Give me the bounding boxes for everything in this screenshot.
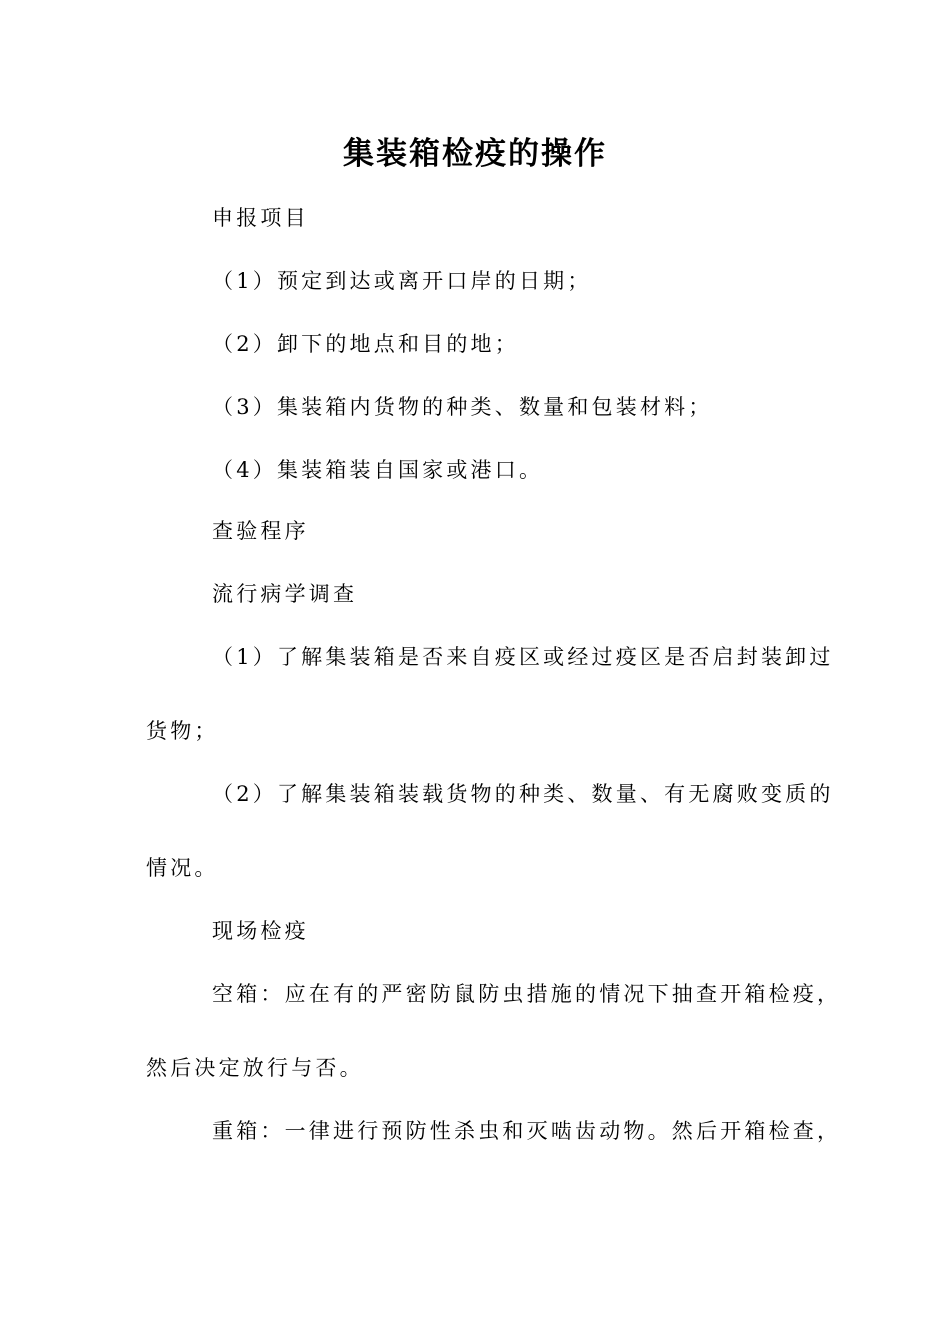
paragraph-line: （2）卸下的地点和目的地；	[212, 332, 519, 356]
paragraph-line: （1）了解集装箱是否来自疫区或经过疫区是否启封装卸过	[212, 645, 834, 669]
paragraph-line: 重箱：一律进行预防性杀虫和灭啮齿动物。然后开箱检查，	[212, 1119, 842, 1143]
document-title: 集装箱检疫的操作	[343, 136, 607, 172]
paragraph-line: 然后决定放行与否。	[146, 1056, 364, 1080]
paragraph-line: （3）集装箱内货物的种类、数量和包装材料；	[212, 395, 713, 419]
section-heading-epidemiology: 流行病学调查	[212, 582, 358, 606]
section-heading-onsite: 现场检疫	[212, 919, 309, 943]
section-heading-inspection: 查验程序	[212, 519, 309, 543]
section-heading-declaration: 申报项目	[212, 206, 309, 230]
paragraph-line: 货物；	[146, 719, 219, 743]
paragraph-line: （4）集装箱装自国家或港口。	[212, 458, 544, 482]
paragraph-line: （2）了解集装箱装载货物的种类、数量、有无腐败变质的	[212, 782, 834, 806]
paragraph-line: 空箱：应在有的严密防鼠防虫措施的情况下抽查开箱检疫，	[212, 982, 842, 1006]
paragraph-line: 情况。	[146, 856, 219, 880]
paragraph-line: （1）预定到达或离开口岸的日期；	[212, 269, 592, 293]
